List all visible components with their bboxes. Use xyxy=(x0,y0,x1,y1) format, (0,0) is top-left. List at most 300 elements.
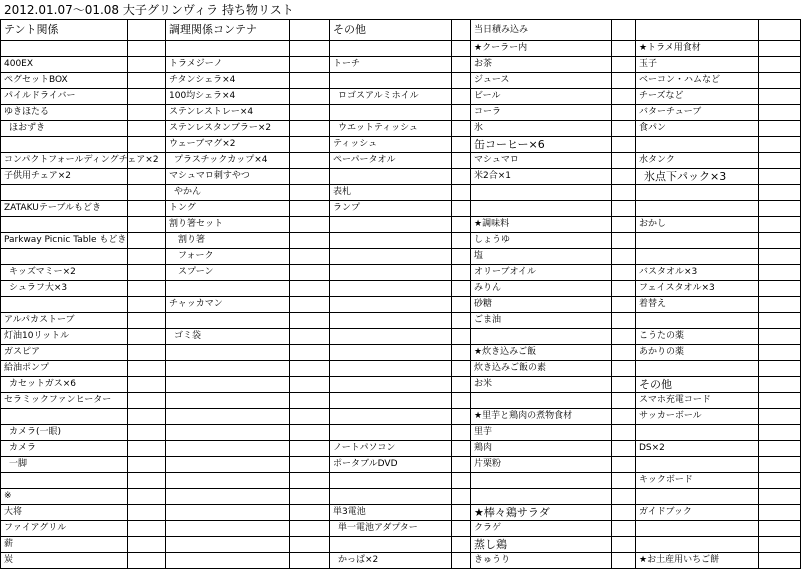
cell-other[interactable] xyxy=(330,313,452,329)
cell-dayof-qty[interactable] xyxy=(612,329,636,345)
cell-other-qty[interactable] xyxy=(452,105,471,121)
cell-dayof[interactable]: ★クーラー内 xyxy=(471,41,612,57)
cell-extra-qty[interactable] xyxy=(759,345,801,361)
cell-dayof[interactable]: 塩 xyxy=(471,249,612,265)
cell-extra-qty[interactable] xyxy=(759,297,801,313)
cell-cooking-qty[interactable] xyxy=(290,281,330,297)
cell-extra-qty[interactable] xyxy=(759,153,801,169)
cell-cooking-qty[interactable] xyxy=(290,217,330,233)
cell-tent-qty[interactable] xyxy=(128,89,166,105)
cell-cooking[interactable] xyxy=(166,41,290,57)
cell-dayof-qty[interactable] xyxy=(612,441,636,457)
cell-tent[interactable] xyxy=(1,137,128,153)
cell-cooking-qty[interactable] xyxy=(290,329,330,345)
cell-extra-qty[interactable] xyxy=(759,473,801,489)
cell-tent-qty[interactable] xyxy=(128,281,166,297)
cell-dayof-qty[interactable] xyxy=(612,185,636,201)
cell-cooking[interactable] xyxy=(166,505,290,521)
cell-extra-qty[interactable] xyxy=(759,41,801,57)
cell-tent-qty[interactable] xyxy=(128,473,166,489)
cell-tent-qty[interactable] xyxy=(128,265,166,281)
cell-dayof-qty[interactable] xyxy=(612,233,636,249)
cell-cooking-qty[interactable] xyxy=(290,473,330,489)
cell-tent-qty[interactable] xyxy=(128,553,166,569)
cell-other-qty[interactable] xyxy=(452,441,471,457)
cell-extra[interactable] xyxy=(636,137,759,153)
cell-other-qty[interactable] xyxy=(452,537,471,553)
cell-other[interactable] xyxy=(330,425,452,441)
cell-dayof-qty[interactable] xyxy=(612,137,636,153)
cell-tent-qty[interactable] xyxy=(128,457,166,473)
cell-tent-qty[interactable] xyxy=(128,537,166,553)
cell-extra[interactable]: 氷点下パック×3 xyxy=(636,169,759,185)
cell-other[interactable]: ポータブルDVD xyxy=(330,457,452,473)
cell-cooking-qty[interactable] xyxy=(290,249,330,265)
cell-tent-qty[interactable] xyxy=(128,217,166,233)
cell-tent-qty[interactable] xyxy=(128,137,166,153)
cell-cooking[interactable]: チャッカマン xyxy=(166,297,290,313)
cell-tent[interactable] xyxy=(1,409,128,425)
cell-tent-qty[interactable] xyxy=(128,377,166,393)
cell-other[interactable] xyxy=(330,73,452,89)
cell-tent[interactable]: 400EX xyxy=(1,57,128,73)
cell-extra-qty[interactable] xyxy=(759,169,801,185)
cell-cooking-qty[interactable] xyxy=(290,313,330,329)
cell-dayof[interactable]: コーラ xyxy=(471,105,612,121)
cell-cooking[interactable]: ステンレスタンブラー×2 xyxy=(166,121,290,137)
cell-cooking[interactable] xyxy=(166,361,290,377)
cell-other[interactable] xyxy=(330,329,452,345)
cell-tent-qty[interactable] xyxy=(128,121,166,137)
cell-tent-qty[interactable] xyxy=(128,57,166,73)
cell-other[interactable]: ランプ xyxy=(330,201,452,217)
cell-cooking-qty[interactable] xyxy=(290,377,330,393)
cell-cooking-qty[interactable] xyxy=(290,137,330,153)
cell-tent[interactable] xyxy=(1,473,128,489)
cell-extra[interactable]: ★トラメ用食材 xyxy=(636,41,759,57)
cell-tent[interactable]: カメラ xyxy=(1,441,128,457)
cell-extra[interactable] xyxy=(636,489,759,505)
cell-dayof-qty[interactable] xyxy=(612,377,636,393)
cell-dayof-qty[interactable] xyxy=(612,73,636,89)
cell-other-qty[interactable] xyxy=(452,185,471,201)
cell-other-qty[interactable] xyxy=(452,361,471,377)
cell-extra-qty[interactable] xyxy=(759,313,801,329)
cell-dayof-qty[interactable] xyxy=(612,89,636,105)
cell-other[interactable] xyxy=(330,265,452,281)
cell-other-qty[interactable] xyxy=(452,41,471,57)
cell-cooking-qty[interactable] xyxy=(290,409,330,425)
cell-other-qty[interactable] xyxy=(452,425,471,441)
cell-cooking[interactable]: トラメジーノ xyxy=(166,57,290,73)
cell-cooking-qty[interactable] xyxy=(290,521,330,537)
cell-extra[interactable] xyxy=(636,313,759,329)
cell-dayof[interactable] xyxy=(471,329,612,345)
cell-other-qty[interactable] xyxy=(452,521,471,537)
cell-tent[interactable]: 大将 xyxy=(1,505,128,521)
cell-cooking-qty[interactable] xyxy=(290,169,330,185)
cell-tent[interactable] xyxy=(1,249,128,265)
cell-dayof-qty[interactable] xyxy=(612,457,636,473)
cell-cooking[interactable] xyxy=(166,457,290,473)
cell-cooking[interactable] xyxy=(166,441,290,457)
cell-extra-qty[interactable] xyxy=(759,217,801,233)
cell-dayof-qty[interactable] xyxy=(612,313,636,329)
cell-other-qty[interactable] xyxy=(452,233,471,249)
cell-tent-qty[interactable] xyxy=(128,297,166,313)
cell-dayof-qty[interactable] xyxy=(612,249,636,265)
cell-cooking-qty[interactable] xyxy=(290,153,330,169)
header-cell-dayof[interactable]: 当日積み込み xyxy=(471,20,612,41)
cell-extra[interactable]: スマホ充電コード xyxy=(636,393,759,409)
cell-extra-qty[interactable] xyxy=(759,249,801,265)
cell-cooking-qty[interactable] xyxy=(290,537,330,553)
cell-other-qty[interactable] xyxy=(452,553,471,569)
cell-extra[interactable]: ベーコン・ハムなど xyxy=(636,73,759,89)
cell-dayof-qty[interactable] xyxy=(612,57,636,73)
cell-extra-qty[interactable] xyxy=(759,201,801,217)
cell-extra[interactable] xyxy=(636,457,759,473)
cell-other-qty[interactable] xyxy=(452,265,471,281)
cell-other[interactable] xyxy=(330,361,452,377)
cell-extra[interactable]: おかし xyxy=(636,217,759,233)
cell-extra[interactable]: その他 xyxy=(636,377,759,393)
cell-other[interactable] xyxy=(330,377,452,393)
cell-dayof-qty[interactable] xyxy=(612,553,636,569)
cell-other[interactable] xyxy=(330,489,452,505)
cell-extra[interactable]: こうたの薬 xyxy=(636,329,759,345)
cell-cooking[interactable] xyxy=(166,377,290,393)
cell-other[interactable] xyxy=(330,41,452,57)
cell-tent[interactable]: 灯油10リットル xyxy=(1,329,128,345)
cell-dayof[interactable] xyxy=(471,185,612,201)
cell-dayof-qty[interactable] xyxy=(612,361,636,377)
header-cell-extra-qty[interactable] xyxy=(759,20,801,41)
cell-tent-qty[interactable] xyxy=(128,345,166,361)
cell-tent-qty[interactable] xyxy=(128,505,166,521)
cell-other-qty[interactable] xyxy=(452,153,471,169)
cell-other-qty[interactable] xyxy=(452,249,471,265)
cell-cooking[interactable]: チタンシェラ×4 xyxy=(166,73,290,89)
cell-dayof[interactable]: ビール xyxy=(471,89,612,105)
cell-extra-qty[interactable] xyxy=(759,265,801,281)
cell-dayof[interactable]: 片栗粉 xyxy=(471,457,612,473)
cell-cooking[interactable]: マシュマロ刺すやつ xyxy=(166,169,290,185)
cell-cooking[interactable]: 100均シェラ×4 xyxy=(166,89,290,105)
cell-other-qty[interactable] xyxy=(452,297,471,313)
cell-other-qty[interactable] xyxy=(452,121,471,137)
cell-other[interactable]: ティッシュ xyxy=(330,137,452,153)
cell-dayof-qty[interactable] xyxy=(612,281,636,297)
cell-other-qty[interactable] xyxy=(452,281,471,297)
cell-dayof-qty[interactable] xyxy=(612,345,636,361)
cell-dayof[interactable] xyxy=(471,393,612,409)
cell-dayof-qty[interactable] xyxy=(612,505,636,521)
cell-dayof[interactable]: 米2合×1 xyxy=(471,169,612,185)
cell-other[interactable]: 単3電池 xyxy=(330,505,452,521)
cell-extra-qty[interactable] xyxy=(759,329,801,345)
cell-cooking-qty[interactable] xyxy=(290,457,330,473)
header-cell-other-qty[interactable] xyxy=(452,20,471,41)
cell-dayof[interactable]: みりん xyxy=(471,281,612,297)
cell-cooking-qty[interactable] xyxy=(290,185,330,201)
cell-cooking-qty[interactable] xyxy=(290,265,330,281)
cell-other-qty[interactable] xyxy=(452,57,471,73)
cell-cooking-qty[interactable] xyxy=(290,105,330,121)
cell-cooking[interactable] xyxy=(166,489,290,505)
cell-cooking-qty[interactable] xyxy=(290,73,330,89)
cell-extra[interactable] xyxy=(636,233,759,249)
cell-tent-qty[interactable] xyxy=(128,425,166,441)
cell-other[interactable] xyxy=(330,297,452,313)
cell-extra-qty[interactable] xyxy=(759,457,801,473)
cell-tent[interactable]: ファイアグリル xyxy=(1,521,128,537)
cell-cooking[interactable] xyxy=(166,281,290,297)
header-cell-dayof-qty[interactable] xyxy=(612,20,636,41)
cell-dayof[interactable]: 缶コーヒー×6 xyxy=(471,137,612,153)
cell-other-qty[interactable] xyxy=(452,409,471,425)
cell-tent[interactable]: Parkway Picnic Table もどき xyxy=(1,233,128,249)
cell-tent-qty[interactable] xyxy=(128,361,166,377)
cell-tent[interactable]: ガスピア xyxy=(1,345,128,361)
cell-extra[interactable] xyxy=(636,425,759,441)
cell-other[interactable]: ウエットティッシュ xyxy=(330,121,452,137)
cell-cooking-qty[interactable] xyxy=(290,121,330,137)
cell-other-qty[interactable] xyxy=(452,457,471,473)
cell-cooking[interactable] xyxy=(166,313,290,329)
cell-dayof[interactable]: ★里芋と鶏肉の煮物食材 xyxy=(471,409,612,425)
cell-other-qty[interactable] xyxy=(452,377,471,393)
cell-cooking[interactable] xyxy=(166,473,290,489)
cell-extra-qty[interactable] xyxy=(759,553,801,569)
cell-cooking[interactable]: ウェーブマグ×2 xyxy=(166,137,290,153)
cell-extra[interactable]: 着替え xyxy=(636,297,759,313)
cell-extra[interactable]: チーズなど xyxy=(636,89,759,105)
cell-dayof[interactable]: 鶏肉 xyxy=(471,441,612,457)
cell-extra-qty[interactable] xyxy=(759,89,801,105)
cell-tent-qty[interactable] xyxy=(128,329,166,345)
cell-tent-qty[interactable] xyxy=(128,105,166,121)
cell-other-qty[interactable] xyxy=(452,329,471,345)
cell-other-qty[interactable] xyxy=(452,393,471,409)
cell-cooking-qty[interactable] xyxy=(290,425,330,441)
cell-tent[interactable]: 炭 xyxy=(1,553,128,569)
cell-tent[interactable] xyxy=(1,297,128,313)
cell-cooking[interactable]: ゴミ袋 xyxy=(166,329,290,345)
cell-tent[interactable]: ペグセットBOX xyxy=(1,73,128,89)
cell-cooking[interactable] xyxy=(166,345,290,361)
cell-dayof-qty[interactable] xyxy=(612,297,636,313)
cell-extra-qty[interactable] xyxy=(759,377,801,393)
cell-other[interactable] xyxy=(330,217,452,233)
cell-cooking[interactable] xyxy=(166,521,290,537)
cell-dayof[interactable]: クラゲ xyxy=(471,521,612,537)
cell-other-qty[interactable] xyxy=(452,73,471,89)
cell-extra-qty[interactable] xyxy=(759,105,801,121)
cell-extra-qty[interactable] xyxy=(759,537,801,553)
cell-dayof[interactable]: 里芋 xyxy=(471,425,612,441)
cell-dayof-qty[interactable] xyxy=(612,409,636,425)
cell-cooking-qty[interactable] xyxy=(290,201,330,217)
cell-dayof[interactable]: 蒸し鶏 xyxy=(471,537,612,553)
cell-cooking[interactable]: 割り箸 xyxy=(166,233,290,249)
cell-cooking-qty[interactable] xyxy=(290,553,330,569)
cell-cooking[interactable]: プラスチックカップ×4 xyxy=(166,153,290,169)
cell-tent[interactable]: ZATAKUテーブルもどき xyxy=(1,201,128,217)
cell-dayof[interactable]: マシュマロ xyxy=(471,153,612,169)
cell-dayof[interactable] xyxy=(471,489,612,505)
cell-tent[interactable]: キッズマミー×2 xyxy=(1,265,128,281)
cell-dayof-qty[interactable] xyxy=(612,425,636,441)
cell-dayof[interactable]: ごま油 xyxy=(471,313,612,329)
cell-cooking[interactable]: 割り箸セット xyxy=(166,217,290,233)
cell-dayof-qty[interactable] xyxy=(612,473,636,489)
cell-extra-qty[interactable] xyxy=(759,185,801,201)
cell-dayof-qty[interactable] xyxy=(612,153,636,169)
cell-tent[interactable]: パイルドライバー xyxy=(1,89,128,105)
cell-extra[interactable]: あかりの薬 xyxy=(636,345,759,361)
cell-extra[interactable]: バターチューブ xyxy=(636,105,759,121)
cell-extra-qty[interactable] xyxy=(759,489,801,505)
header-cell-tent[interactable]: テント関係 xyxy=(1,20,128,41)
cell-tent[interactable]: カメラ(一眼) xyxy=(1,425,128,441)
cell-cooking-qty[interactable] xyxy=(290,505,330,521)
cell-extra-qty[interactable] xyxy=(759,521,801,537)
cell-dayof-qty[interactable] xyxy=(612,521,636,537)
cell-other[interactable]: 単一電池アダプター xyxy=(330,521,452,537)
cell-dayof[interactable]: お米 xyxy=(471,377,612,393)
cell-extra[interactable]: バスタオル×3 xyxy=(636,265,759,281)
cell-dayof[interactable]: ★棒々鶏サラダ xyxy=(471,505,612,521)
cell-tent[interactable]: セラミックファンヒーター xyxy=(1,393,128,409)
cell-dayof[interactable]: オリーブオイル xyxy=(471,265,612,281)
cell-tent[interactable]: コンパクトフォールディングチェア×2 xyxy=(1,153,128,169)
cell-tent[interactable]: 一脚 xyxy=(1,457,128,473)
cell-tent-qty[interactable] xyxy=(128,393,166,409)
cell-tent[interactable]: 薪 xyxy=(1,537,128,553)
cell-other-qty[interactable] xyxy=(452,473,471,489)
cell-other[interactable] xyxy=(330,409,452,425)
cell-cooking[interactable]: スプーン xyxy=(166,265,290,281)
cell-tent-qty[interactable] xyxy=(128,185,166,201)
cell-dayof-qty[interactable] xyxy=(612,41,636,57)
cell-extra[interactable] xyxy=(636,537,759,553)
cell-other[interactable]: ペーパータオル xyxy=(330,153,452,169)
cell-extra[interactable]: ガイドブック xyxy=(636,505,759,521)
cell-cooking-qty[interactable] xyxy=(290,57,330,73)
cell-dayof[interactable]: 氷 xyxy=(471,121,612,137)
cell-dayof[interactable]: ジュース xyxy=(471,73,612,89)
cell-dayof[interactable]: お茶 xyxy=(471,57,612,73)
cell-tent-qty[interactable] xyxy=(128,521,166,537)
cell-other-qty[interactable] xyxy=(452,489,471,505)
cell-cooking-qty[interactable] xyxy=(290,233,330,249)
cell-other[interactable]: トーチ xyxy=(330,57,452,73)
cell-cooking-qty[interactable] xyxy=(290,41,330,57)
cell-other-qty[interactable] xyxy=(452,137,471,153)
cell-cooking[interactable] xyxy=(166,393,290,409)
cell-dayof[interactable]: きゅうり xyxy=(471,553,612,569)
cell-other[interactable] xyxy=(330,537,452,553)
cell-other[interactable]: ロゴスアルミホイル xyxy=(330,89,452,105)
cell-extra-qty[interactable] xyxy=(759,441,801,457)
cell-cooking-qty[interactable] xyxy=(290,89,330,105)
cell-tent-qty[interactable] xyxy=(128,41,166,57)
cell-cooking-qty[interactable] xyxy=(290,297,330,313)
header-cell-extra[interactable] xyxy=(636,20,759,41)
cell-dayof[interactable] xyxy=(471,201,612,217)
cell-cooking-qty[interactable] xyxy=(290,441,330,457)
cell-other-qty[interactable] xyxy=(452,169,471,185)
cell-dayof[interactable]: しょうゆ xyxy=(471,233,612,249)
cell-dayof[interactable]: ★調味料 xyxy=(471,217,612,233)
cell-tent[interactable]: ※ xyxy=(1,489,128,505)
cell-dayof[interactable]: 炊き込みご飯の素 xyxy=(471,361,612,377)
cell-tent-qty[interactable] xyxy=(128,233,166,249)
cell-tent[interactable]: シュラフ大×3 xyxy=(1,281,128,297)
cell-extra[interactable]: キックボード xyxy=(636,473,759,489)
cell-other-qty[interactable] xyxy=(452,313,471,329)
cell-extra[interactable] xyxy=(636,521,759,537)
header-cell-cooking-qty[interactable] xyxy=(290,20,330,41)
cell-extra-qty[interactable] xyxy=(759,393,801,409)
cell-other-qty[interactable] xyxy=(452,345,471,361)
cell-other[interactable] xyxy=(330,233,452,249)
cell-tent-qty[interactable] xyxy=(128,409,166,425)
cell-tent[interactable]: カセットガス×6 xyxy=(1,377,128,393)
cell-extra[interactable] xyxy=(636,201,759,217)
cell-dayof-qty[interactable] xyxy=(612,121,636,137)
cell-other[interactable]: かっぱ×2 xyxy=(330,553,452,569)
cell-cooking[interactable] xyxy=(166,425,290,441)
cell-other[interactable] xyxy=(330,169,452,185)
cell-dayof-qty[interactable] xyxy=(612,105,636,121)
cell-tent[interactable] xyxy=(1,217,128,233)
cell-extra-qty[interactable] xyxy=(759,57,801,73)
cell-extra[interactable] xyxy=(636,361,759,377)
cell-tent[interactable]: ほおずき xyxy=(1,121,128,137)
cell-other[interactable] xyxy=(330,281,452,297)
cell-extra-qty[interactable] xyxy=(759,121,801,137)
cell-tent[interactable]: 子供用チェア×2 xyxy=(1,169,128,185)
cell-extra-qty[interactable] xyxy=(759,409,801,425)
cell-other[interactable]: ノートパソコン xyxy=(330,441,452,457)
cell-other[interactable] xyxy=(330,345,452,361)
header-cell-other[interactable]: その他 xyxy=(330,20,452,41)
cell-other[interactable] xyxy=(330,473,452,489)
cell-tent[interactable] xyxy=(1,41,128,57)
cell-extra-qty[interactable] xyxy=(759,281,801,297)
cell-extra-qty[interactable] xyxy=(759,73,801,89)
cell-dayof[interactable] xyxy=(471,473,612,489)
cell-cooking-qty[interactable] xyxy=(290,361,330,377)
cell-other[interactable] xyxy=(330,249,452,265)
cell-tent[interactable]: アルパカストーブ xyxy=(1,313,128,329)
cell-extra-qty[interactable] xyxy=(759,505,801,521)
cell-other-qty[interactable] xyxy=(452,89,471,105)
cell-extra[interactable] xyxy=(636,249,759,265)
cell-tent[interactable]: ゆきほたる xyxy=(1,105,128,121)
cell-tent-qty[interactable] xyxy=(128,169,166,185)
cell-dayof-qty[interactable] xyxy=(612,489,636,505)
cell-tent-qty[interactable] xyxy=(128,441,166,457)
cell-tent-qty[interactable] xyxy=(128,313,166,329)
cell-tent-qty[interactable] xyxy=(128,249,166,265)
cell-tent-qty[interactable] xyxy=(128,201,166,217)
cell-extra-qty[interactable] xyxy=(759,425,801,441)
cell-dayof-qty[interactable] xyxy=(612,393,636,409)
cell-cooking[interactable]: トング xyxy=(166,201,290,217)
